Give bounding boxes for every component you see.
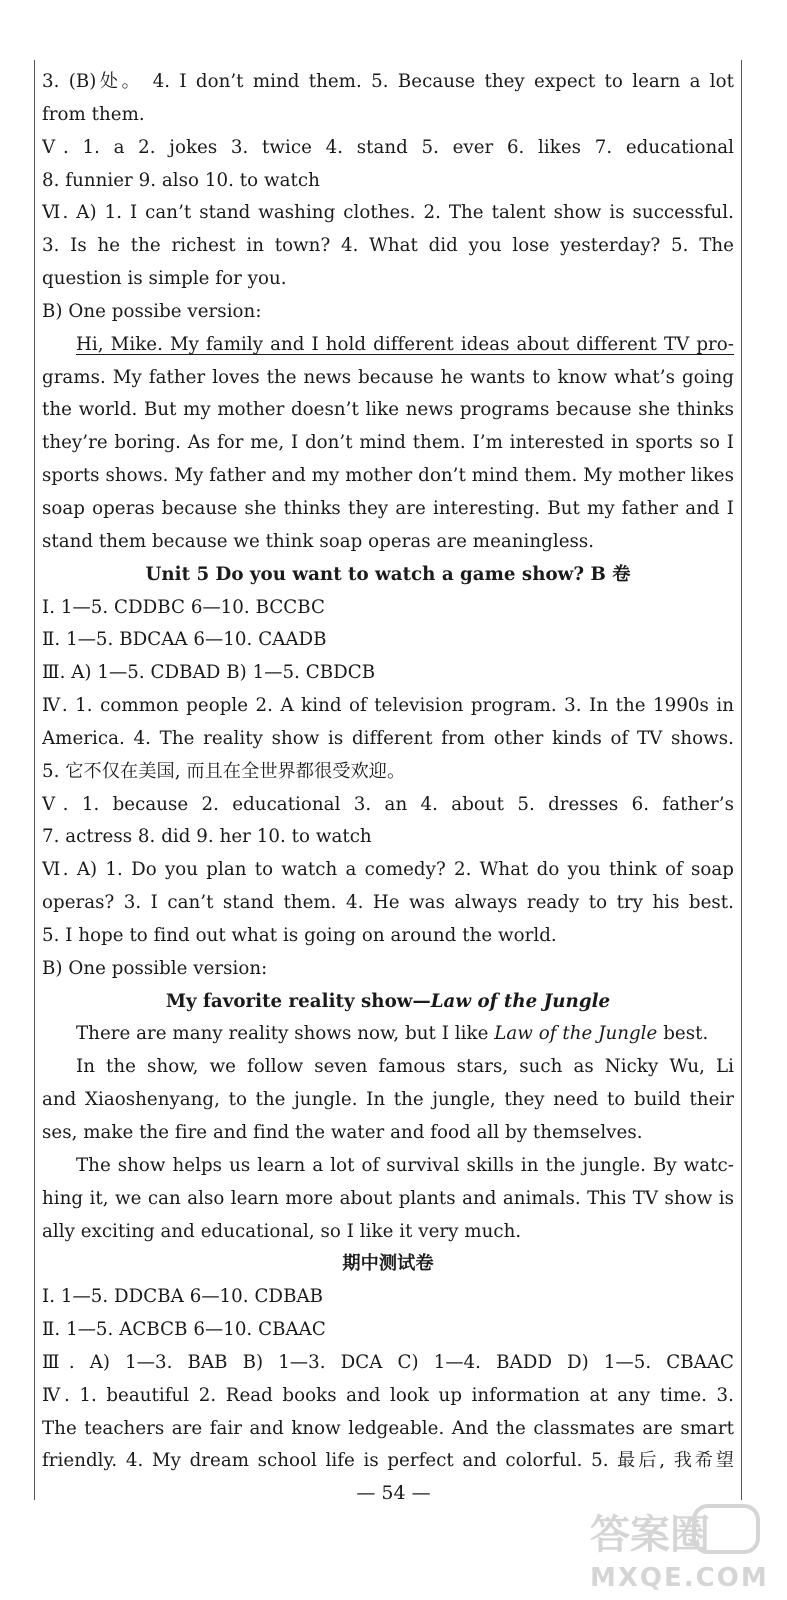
text-line: The teachers are fair and know ledgeable. And the classmates are smart (42, 1417, 734, 1439)
text-line: Ⅴ. 1. a 2. jokes 3. twice 4. stand 5. ever 6. likes 7. educational (42, 136, 734, 158)
text-line: from them. (42, 103, 145, 125)
text-line: 7. actress 8. did 9. her 10. to watch (42, 826, 372, 848)
text-line: Ⅰ. 1—5. DDCBA 6—10. CDBAB (42, 1286, 324, 1308)
text-line: friendly. 4. My dream school life is perfect and colorful. 5. 最后, 我希望 (42, 1450, 734, 1472)
text-line: B) One possible version: (42, 957, 268, 979)
text-line: hing it, we can also learn more about plants and animals. This TV show is (42, 1187, 734, 1209)
text-line: and Xiaoshenyang, to the jungle. In the jungle, they need to build their (42, 1089, 734, 1111)
text-line: Ⅱ. 1—5. ACBCB 6—10. CBAAC (42, 1319, 326, 1341)
text-line: operas? 3. I can’t stand them. 4. He was always ready to try his best. (42, 892, 734, 914)
text-line: The show helps us learn a lot of survival skills in the jungle. By watc- (76, 1154, 734, 1176)
watermark-bottom-text: MXQE.COM (590, 1563, 766, 1592)
page-number: — 54 — (356, 1482, 431, 1504)
text-line: Hi, Mike. My family and I hold different ideas about different TV pro- (76, 333, 734, 355)
text-line: Ⅰ. 1—5. CDDBC 6—10. BCCBC (42, 596, 325, 618)
watermark-graphic (586, 1502, 766, 1592)
text-line: grams. My father loves the news because he wants to know what’s going (42, 366, 734, 388)
text-line: 8. funnier 9. also 10. to watch (42, 169, 320, 191)
text-line: ses, make the fire and find the water and food all by themselves. (42, 1122, 643, 1143)
text-line: 3. (B)处。 4. I don’t mind them. 5. Because they expect to learn a lot (42, 71, 734, 92)
watermark-top-text: 答案圈 (590, 1512, 710, 1558)
text-line: 3. Is he the richest in town? 4. What did you lose yesterday? 5. The (42, 235, 734, 257)
answer-key-text (42, 66, 734, 1478)
right-margin-rule (741, 60, 742, 1500)
text-line: 5. 它不仅在美国, 而且在全世界都很受欢迎。 (42, 760, 406, 782)
text-line: soap operas because she thinks they are interesting. But my father and I (42, 497, 734, 519)
text-line: Ⅳ. 1. common people 2. A kind of television program. 3. In the 1990s in (42, 695, 734, 717)
text-line: stand them because we think soap operas are meaningless. (42, 530, 595, 552)
text-line: 期中测试卷 (342, 1253, 434, 1275)
text-line: America. 4. The reality show is different from other kinds of TV shows. (42, 727, 734, 749)
text-line: Ⅵ. A) 1. Do you plan to watch a comedy? 2. What do you think of soap (42, 859, 734, 881)
text-line: Ⅴ. 1. because 2. educational 3. an 4. about 5. dresses 6. father’s (42, 793, 734, 815)
text-line: ally exciting and educational, so I like it very much. (42, 1220, 522, 1242)
text-line: Ⅵ. A) 1. I can’t stand washing clothes. 2. The talent show is successful. (42, 202, 734, 224)
text-line: There are many reality shows now, but I like Law of the Jungle best. (76, 1023, 709, 1045)
text-line: sports shows. My father and my mother don’t mind them. My mother likes (42, 465, 734, 487)
text-line: B) One possibe version: (42, 300, 262, 322)
text-line: Ⅳ. 1. beautiful 2. Read books and look up information at any time. 3. (42, 1384, 734, 1406)
text-line: the world. But my mother doesn’t like news programs because she thinks (42, 399, 734, 421)
text-line: 5. I hope to find out what is going on around the world. (42, 924, 557, 946)
text-line: Ⅱ. 1—5. BDCAA 6—10. CAADB (42, 629, 327, 651)
text-line: question is simple for you. (42, 268, 287, 290)
left-margin-rule (34, 60, 35, 1500)
text-line: My favorite reality show—Law of the Jungle (165, 990, 611, 1012)
text-line: Ⅲ. A) 1—3. BAB B) 1—3. DCA C) 1—4. BADD D) 1—5. CBAAC (42, 1351, 734, 1373)
text-line: In the show, we follow seven famous stars, such as Nicky Wu, Li (76, 1056, 734, 1078)
text-line: they’re boring. As for me, I don’t mind them. I’m interested in sports so I (42, 432, 734, 454)
watermark-logo (586, 1502, 766, 1592)
text-line: Ⅲ. A) 1—5. CDBAD B) 1—5. CBDCB (42, 662, 376, 684)
text-line: Unit 5 Do you want to watch a game show? B 卷 (145, 563, 631, 585)
